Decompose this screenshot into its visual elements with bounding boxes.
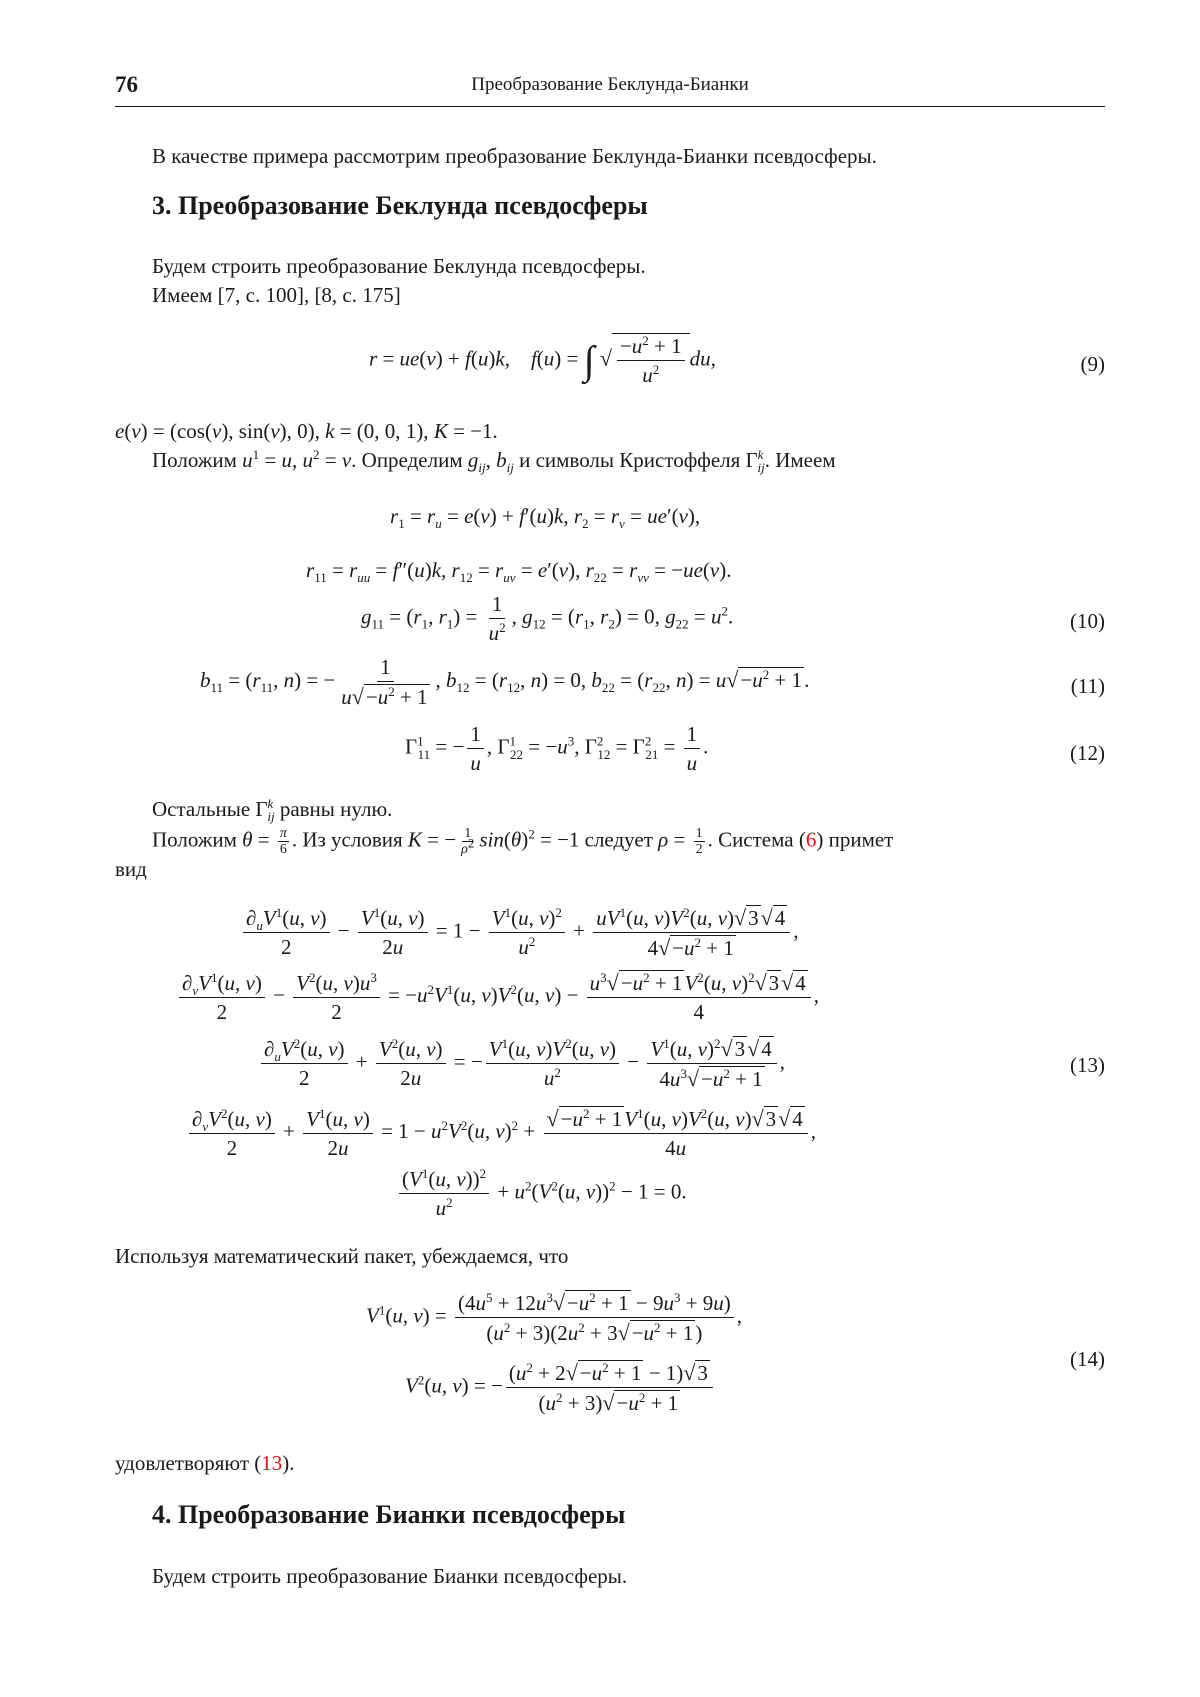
- equation-14-row-2: $V^2(u$, v) = − $\frac{(u^2 + 2√-u^2 + 1 - 1)√3}{(u^2 + 3)√-u^2 + 1}$: [405, 1360, 716, 1415]
- equation-number-11: (11): [1070, 674, 1105, 698]
- derivatives-line-2: $r_{11} = r_{uu} = f''(u)k$, $r_{12} = r_{uv} = e'(v)$, $r_{22} = r_{vv} = -ue(v)$.: [306, 558, 732, 586]
- sec4-paragraph-1: Будем строить преобразование Бианки псевдосферы.: [152, 1564, 628, 1588]
- equation-13-row-2: $\frac{\partial_vV^1(u, v)}{2}$ − $\frac{V^2(u, v)u^3}{2}$ = $-u^2V^1(u$, $v)V^2(u$, v) − $\frac{u^3√-u^2 + 1V^2(u, v)^2√3√4}{4}$ ,: [176, 970, 819, 1024]
- equation-13-row-3: $\frac{\partial_uV^2(u, v)}{2}$ + $\frac{V^2(u, v)}{2u}$ = − $\frac{V^1(u, v)V^2(u, v)}{u^2}$ − $\frac{V^1(u, v)^2√3√4}{4u^3√-u^2 + 1}$ ,: [258, 1036, 785, 1091]
- equation-number-13: (13): [1070, 1053, 1105, 1077]
- basis-vectors-line: e(v) = (cos(v), sin(v), 0), k = (0, 0, 1), K = −1.: [115, 419, 498, 443]
- running-title: Преобразование Беклунда-Бианки: [471, 74, 749, 95]
- theta-line-continuation: вид: [115, 857, 147, 881]
- equation-13-row-5: $\frac{(V^1(u, v))^2}{u^2}$ + $u^2(V^2(u$, v))$^2$ − 1 = 0.: [396, 1167, 687, 1220]
- satisfy-line: удовлетворяют (13).: [115, 1451, 295, 1475]
- intro-paragraph: В качестве примера рассмотрим преобразование Беклунда-Бианки псевдосферы.: [152, 144, 877, 168]
- sec3-paragraph-2: Имеем [7, с. 100], [8, с. 175]: [152, 283, 401, 307]
- derivatives-line-1: $r_1 = r_u = e(v) + f'(u)k$, $r_2 = r_v = ue'(v)$,: [390, 504, 701, 532]
- equation-11: $b_{11} = (r_{11}$, n) = − $\frac{1}{u√-u^2 + 1}$ , $b_{12} = (r_{12}$, n) = 0, $b_{22} = (r_{22}$, $n) = u√-u^2 + 1$.: [200, 655, 810, 709]
- positions-line: Положим $u^1 = u$, $u^2 = v$. Определим $g_{ij}$, $b_{ij}$ и символы Кристоффеля $\Gamma^k_{ij}$. Имеем: [152, 447, 836, 476]
- equation-13-row-4: $\frac{\partial_vV^2(u, v)}{2}$ + $\frac{V^1(u, v)}{2u}$ = $1 - u^2V^2(u$, v)$^2$ + $\frac{√-u^2 + 1V^1(u, v)V^2(u, v)√3√4}{4u}$ ,: [186, 1106, 816, 1160]
- equation-number-10: (10): [1070, 609, 1105, 633]
- page-number: 76: [115, 72, 138, 97]
- ref-equation-13[interactable]: 13: [261, 1451, 283, 1475]
- equation-14-row-1: $V^1(u$, v) = $\frac{(4u^5 + 12u^3√-u^2 + 1 - 9u^3 + 9u)}{(u^2 + 3)(2u^2 + 3√-u^2 + 1)}$ ,: [366, 1290, 743, 1345]
- equation-10: $g_{11} = (r_1$, $r_1$) = $\frac{1}{u^2}$ , $g_{12} = (r_1$, $r_2) = 0$, $g_{22} = u^2$.: [361, 592, 734, 645]
- equation-9: r = ue(v) + f(u)k, f(u) = ∫ √ $\frac{-u^2 + 1}{u^2}$ du,: [369, 333, 716, 387]
- sec3-paragraph-1: Будем строить преобразование Беклунда псевдосферы.: [152, 254, 646, 278]
- theta-line: Положим θ = $\frac{\pi}{6}$ . Из условия K = − $\frac{1}{\rho^2}$ $\sin(\theta)^2 = -1$ следует ρ = $\frac{1}{2}$ . Система (6) примет: [152, 826, 894, 857]
- section-4-title: 4. Преобразование Бианки псевдосферы: [152, 1500, 626, 1529]
- equation-number-14: (14): [1070, 1347, 1105, 1371]
- equation-12: $\Gamma^1_{11}$ = − $\frac{1}{u}$ , $\Gamma^1_{22} = -u^3$, $\Gamma^2_{12} = \Gamma^2_{21}$ = $\frac{1}{u}$ .: [405, 722, 709, 775]
- others-zero-line: Остальные $\Gamma^k_{ij}$ равны нулю.: [152, 796, 393, 825]
- page-header: [115, 72, 1105, 107]
- equation-number-9: (9): [1080, 352, 1105, 376]
- ref-system-6[interactable]: 6: [805, 827, 817, 852]
- equation-number-12: (12): [1070, 741, 1105, 765]
- section-3-title: 3. Преобразование Беклунда псевдосферы: [152, 191, 648, 220]
- using-package-line: Используя математический пакет, убеждаемся, что: [115, 1244, 569, 1268]
- equation-13-row-1: $\frac{\partial_uV^1(u, v)}{2}$ − $\frac{V^1(u, v)}{2u}$ = 1 − $\frac{V^1(u, v)^2}{u^2}$ + $\frac{uV^1(u, v)V^2(u, v)√3√4}{4√-u^2 + 1}$ ,: [240, 905, 798, 960]
